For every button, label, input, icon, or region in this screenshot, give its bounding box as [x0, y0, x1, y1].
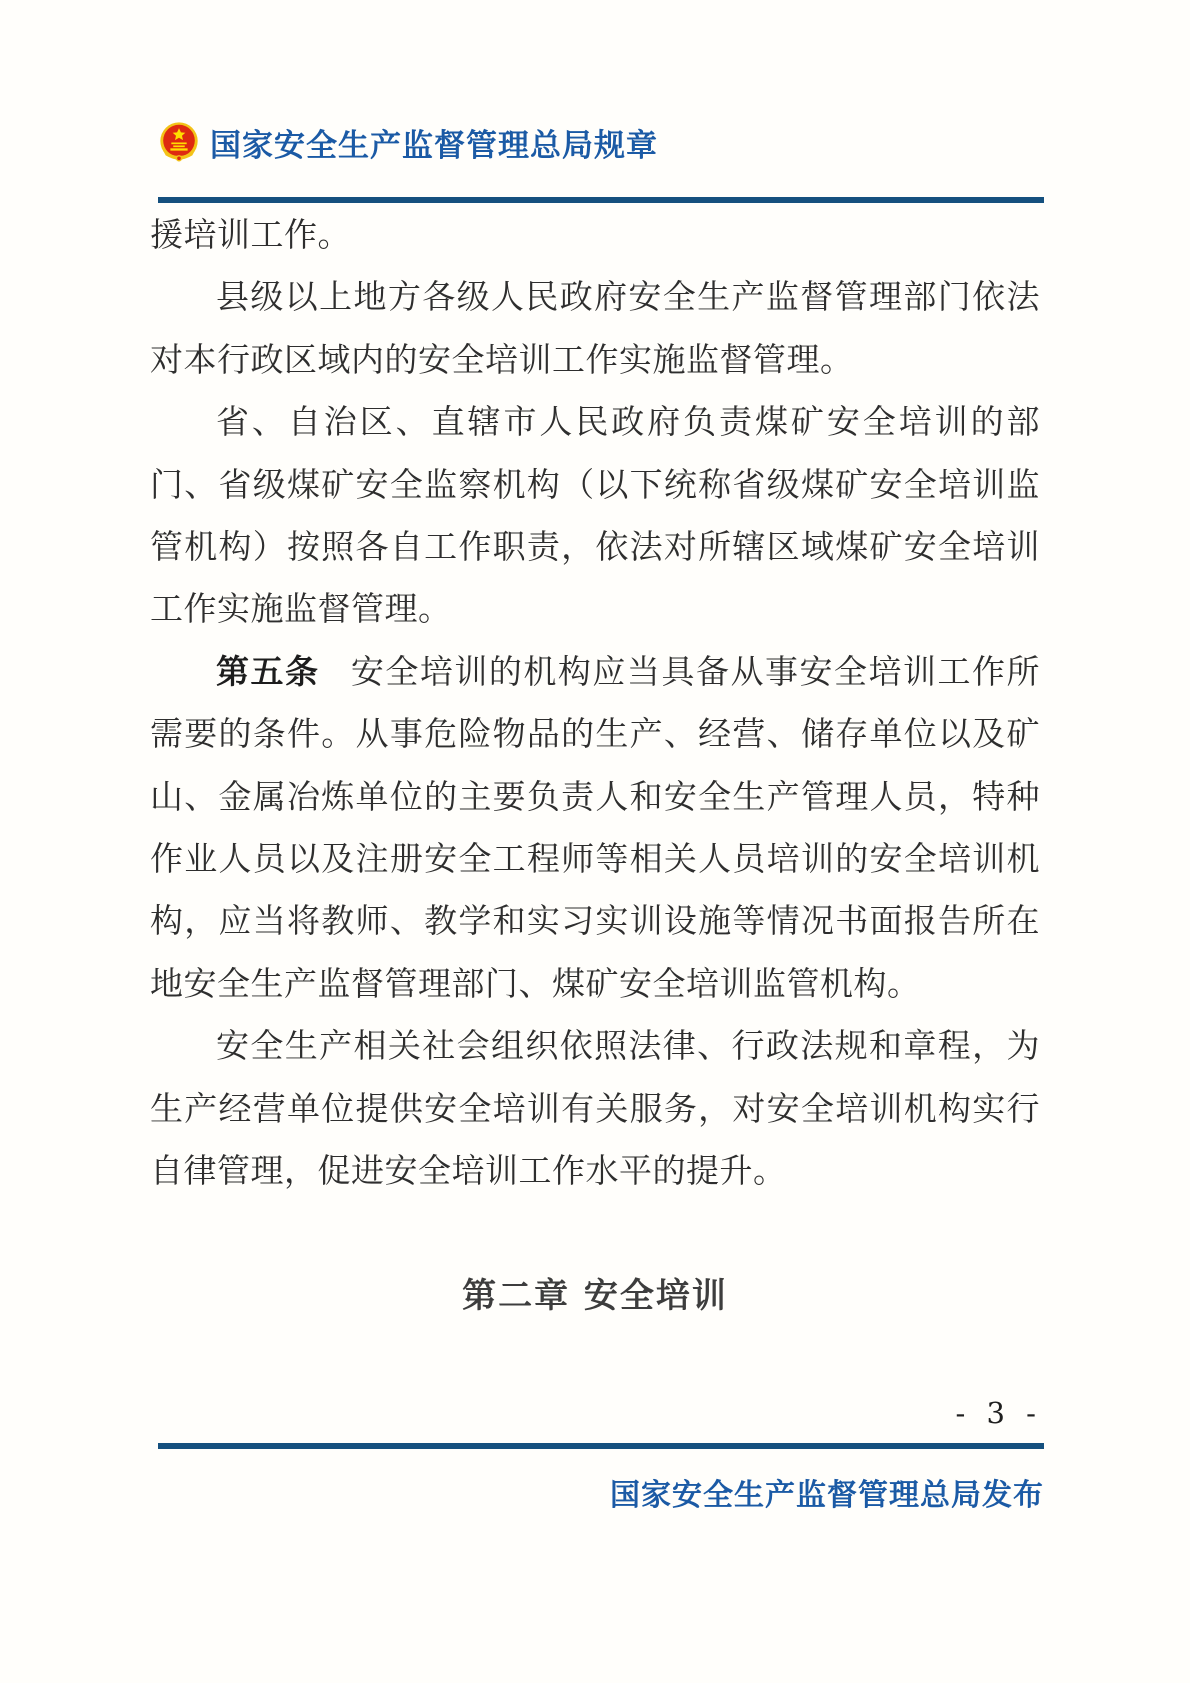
paragraph: 省、自治区、直辖市人民政府负责煤矿安全培训的部门、省级煤矿安全监察机构（以下统称省级煤矿安全培训监管机构）按照各自工作职责，依法对所辖区域煤矿安全培训工作实施监督管理。: [150, 402, 1040, 629]
header-rule: [158, 197, 1044, 203]
paragraph: 县级以上地方各级人民政府安全生产监督管理部门依法对本行政区域内的安全培训工作实施监督管理。: [150, 277, 1040, 379]
chapter-heading: 第二章 安全培训: [462, 1276, 728, 1316]
publisher-label: 国家安全生产监督管理总局发布: [610, 1478, 1044, 1513]
footer-rule: [158, 1443, 1044, 1449]
article-number: 第五条: [216, 651, 320, 691]
document-body: [150, 204, 1040, 1203]
paragraph: 援培训工作。: [150, 215, 351, 254]
page-number: - 3 -: [955, 1396, 1042, 1430]
header-title: 国家安全生产监督管理总局规章: [210, 127, 658, 164]
document-header: [156, 116, 658, 168]
paragraph: 安全生产相关社会组织依照法律、行政法规和章程，为生产经营单位提供安全培训有关服务，对安全培训机构实行自律管理，促进安全培训工作水平的提升。: [150, 1026, 1040, 1191]
national-emblem-icon: [156, 119, 202, 165]
paragraph: 第五条 安全培训的机构应当具备从事安全培训工作所需要的条件。从事危险物品的生产、经营、储存单位以及矿山、金属冶炼单位的主要负责人和安全生产管理人员，特种作业人员以及注册安全工程师等相关人员培训的安全培训机构，应当将教师、教学和实习实训设施等情况书面报告所在地安全生产监督管理部门、煤矿安全培训监管机构。: [150, 651, 1041, 1003]
